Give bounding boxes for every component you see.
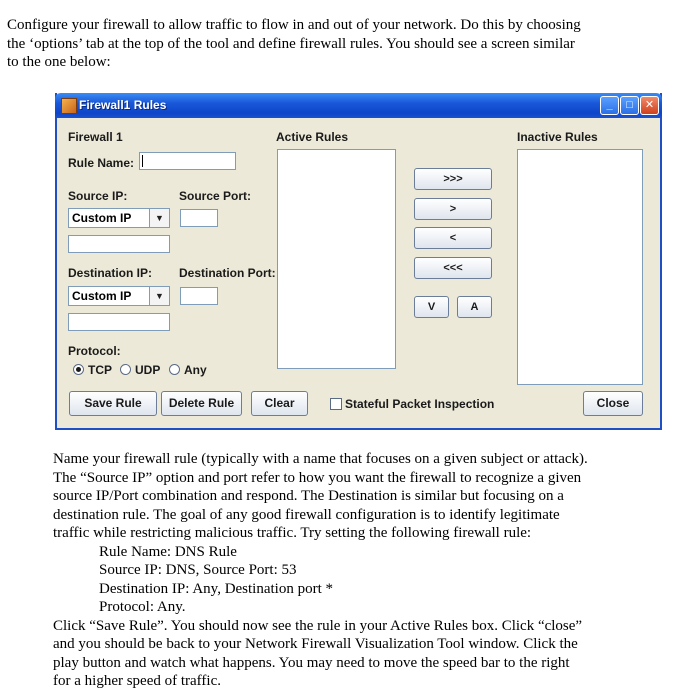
rule-setting-line: Source IP: DNS, Source Port: 53 bbox=[99, 562, 297, 578]
active-rules-list[interactable] bbox=[277, 149, 396, 369]
chevron-down-icon[interactable]: ▼ bbox=[149, 209, 169, 227]
closing-line: for a higher speed of traffic. bbox=[53, 673, 221, 689]
destination-ip-select[interactable] bbox=[68, 286, 170, 306]
instruction-line: The “Source IP” option and port refer to how you want the firewall to recognize a given bbox=[53, 469, 582, 486]
closing-line: and you should be back to your Network Firewall Visualization Tool window. Click the bbox=[53, 636, 578, 652]
protocol-label: Protocol: bbox=[68, 344, 121, 358]
stateful-inspection-label: Stateful Packet Inspection bbox=[345, 397, 495, 411]
text-caret bbox=[142, 155, 143, 167]
maximize-button[interactable] bbox=[620, 96, 639, 115]
close-button[interactable]: Close bbox=[583, 391, 643, 416]
stateful-inspection-checkbox[interactable] bbox=[330, 398, 342, 410]
active-rules-label: Active Rules bbox=[276, 130, 349, 144]
inactive-rules-label: Inactive Rules bbox=[517, 130, 598, 144]
move-right-button[interactable]: > bbox=[414, 198, 492, 220]
intro-line: to the one below: bbox=[7, 54, 111, 70]
source-ip-select-value: Custom IP bbox=[72, 211, 132, 225]
rule-setting-line: Destination IP: Any, Destination port * bbox=[99, 580, 334, 597]
intro-line: Configure your firewall to allow traffic to flow in and out of your network. Do this by choosing bbox=[7, 17, 581, 33]
save-rule-button[interactable]: Save Rule bbox=[69, 391, 157, 416]
firewall-rules-window bbox=[55, 93, 662, 430]
protocol-tcp-radio[interactable] bbox=[73, 364, 84, 375]
maximize-icon: □ bbox=[626, 99, 633, 111]
firewall-label: Firewall 1 bbox=[68, 130, 123, 144]
close-icon: ✕ bbox=[644, 99, 655, 111]
intro-paragraph bbox=[7, 16, 667, 72]
instruction-line: traffic while restricting malicious traffic. Try setting the following firewall rule: bbox=[53, 525, 532, 541]
minimize-button[interactable] bbox=[600, 96, 619, 115]
move-all-left-button[interactable]: <<< bbox=[414, 257, 492, 279]
rule-name-label: Rule Name: bbox=[68, 156, 135, 170]
move-up-button[interactable]: A bbox=[457, 296, 492, 318]
source-ip-select[interactable] bbox=[68, 208, 170, 228]
protocol-any-radio[interactable] bbox=[169, 364, 180, 375]
source-port-input[interactable] bbox=[180, 209, 218, 227]
source-port-label: Source Port: bbox=[179, 189, 252, 203]
protocol-udp-label: UDP bbox=[135, 363, 161, 377]
delete-rule-button[interactable]: Delete Rule bbox=[161, 391, 242, 416]
closing-line: Click “Save Rule”. You should now see the rule in your Active Rules box. Click “close” bbox=[53, 617, 583, 634]
protocol-tcp-label: TCP bbox=[88, 363, 112, 377]
instruction-line: destination rule. The goal of any good firewall configuration is to identify legitimate bbox=[53, 506, 560, 523]
window-title: Firewall1 Rules bbox=[79, 98, 167, 112]
title-bar[interactable] bbox=[55, 93, 662, 118]
clear-button[interactable]: Clear bbox=[251, 391, 308, 416]
java-app-icon bbox=[61, 98, 77, 114]
intro-line: the ‘options’ tab at the top of the tool and define firewall rules. You should see a screen similar bbox=[7, 35, 575, 52]
source-ip-input[interactable] bbox=[68, 235, 170, 253]
rule-name-input[interactable] bbox=[139, 152, 236, 170]
instruction-line: Name your firewall rule (typically with a name that focuses on a given subject or attack). bbox=[53, 451, 588, 467]
instructions-paragraph bbox=[53, 450, 653, 691]
source-ip-label: Source IP: bbox=[68, 189, 128, 203]
protocol-udp-radio[interactable] bbox=[120, 364, 131, 375]
closing-line: play button and watch what happens. You may need to move the speed bar to the right bbox=[53, 654, 570, 671]
destination-ip-label: Destination IP: bbox=[68, 266, 153, 280]
destination-port-label: Destination Port: bbox=[179, 266, 276, 280]
protocol-any-label: Any bbox=[184, 363, 207, 377]
move-left-button[interactable]: < bbox=[414, 227, 492, 249]
chevron-down-icon[interactable]: ▼ bbox=[149, 287, 169, 305]
destination-port-input[interactable] bbox=[180, 287, 218, 305]
move-all-right-button[interactable]: >>> bbox=[414, 168, 492, 190]
destination-ip-select-value: Custom IP bbox=[72, 289, 132, 303]
move-down-button[interactable]: V bbox=[414, 296, 449, 318]
instruction-line: source IP/Port combination and respond. The Destination is similar but focusing on a bbox=[53, 488, 564, 504]
rule-setting-line: Rule Name: DNS Rule bbox=[99, 543, 237, 560]
rule-setting-line: Protocol: Any. bbox=[99, 599, 186, 615]
minimize-icon: _ bbox=[606, 99, 613, 111]
close-window-button[interactable] bbox=[640, 96, 659, 115]
inactive-rules-list[interactable] bbox=[517, 149, 643, 385]
destination-ip-input[interactable] bbox=[68, 313, 170, 331]
